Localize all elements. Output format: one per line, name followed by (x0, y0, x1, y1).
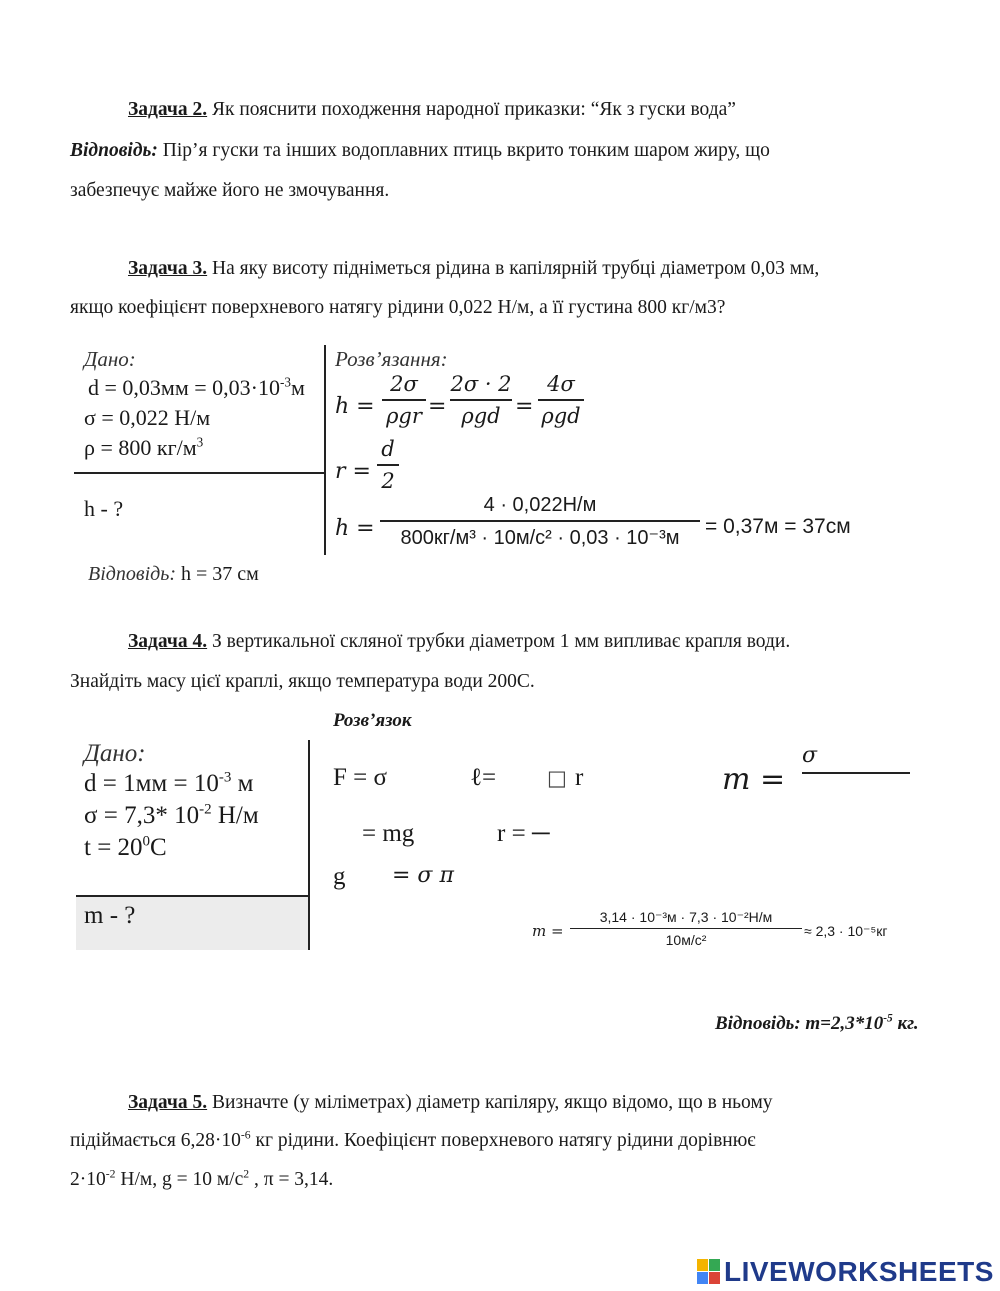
task3-f1-h: h = (335, 394, 375, 419)
task3-vertical-divider (324, 345, 326, 555)
task3-f3-h: h = (335, 516, 375, 541)
task5-question-line1: Задача 5. Визначте (у міліметрах) діаметр капіляру, якщо відомо, що в ньому (128, 1092, 773, 1113)
task2-answer-label: Відповідь: (70, 140, 158, 161)
task5-label: Задача 5. (128, 1092, 208, 1113)
task5-question-line2: підіймається $6,28\cdot 10^{-6}$ кг рідини. Коефіцієнт поверхневого натягу рідини дорівнює (70, 1128, 756, 1151)
task4-given-sigma: σ = 7,3* $10^{-2}$ Н/м (84, 801, 259, 829)
task4-answer: Відповідь: $m=2,3*10^{-5}$ кг. (715, 1012, 919, 1034)
task3-f2-frac: d 2 (377, 437, 399, 493)
task3-given-label: Дано: (84, 347, 136, 371)
task3-answer: Відповідь: h = 37 см (88, 563, 259, 585)
liveworksheets-logo-icon (697, 1259, 721, 1285)
task2-question: Задача 2. Як пояснити походження народної приказки: “Як з гуски вода” (128, 99, 736, 120)
task3-f1-eq1: = (428, 394, 447, 419)
task3-given-rho: ρ = 800 $кг/м^3$ (84, 434, 204, 460)
task4-label: Задача 4. (128, 631, 208, 652)
task3-question-line2: якщо коефіцієнт поверхневого натягу рідини 0,022 Н/м, а її густина 800 кг/м3? (70, 297, 726, 318)
task3-f1-frac1: 2σ ρgr (382, 372, 426, 428)
task3-f1-frac3: 4σ ρgd (538, 372, 584, 428)
task3-question-line1: Задача 3. На яку висоту підніметься рідина в капілярній трубці діаметром 0,03 мм, (128, 258, 820, 279)
task4-s-l: ℓ= (470, 764, 497, 791)
task4-calc-result: ≈ 2,3 · 10⁻⁵кг (804, 923, 888, 939)
task4-calc-frac: 3,14 · 10⁻³м · 7,3 · 10⁻²Н/м 10м/с² (570, 908, 802, 949)
task4-m-fraction-bar (802, 772, 910, 774)
task4-given-t: $t = 20^0С$ (84, 833, 167, 861)
task4-calc-m: m = (532, 922, 564, 940)
liveworksheets-logo-text: LIVEWORKSHEETS (724, 1256, 994, 1287)
task4-question-line1: Задача 4. З вертикальної скляної трубки діаметром 1 мм випливає крапля води. (128, 631, 791, 652)
task3-f1-frac2: 2σ · 2 ρgd (450, 372, 512, 428)
task4-solution-label: Розв’язок (333, 710, 412, 731)
task4-given-label: Дано: (84, 740, 146, 767)
task3-f1-eq2: = (515, 394, 534, 419)
task2-answer-line1: Відповідь: Пір’я гуски та інших водоплавних птиць вкрито тонким шаром жиру, що (70, 140, 770, 161)
task3-find: h - ? (84, 496, 124, 521)
task4-vertical-divider (308, 740, 310, 950)
task4-s-mg: = mg (362, 820, 415, 847)
task2-label: Задача 2. (128, 99, 208, 120)
liveworksheets-logo (697, 1257, 994, 1287)
task5-question-line3: $2\cdot 10^{-2}$ Н/м, g = 10 $м/с^2$ , π = 3,14. (70, 1167, 334, 1190)
task4-m-formula: m = (722, 762, 786, 797)
task4-s-F: F = σ (333, 764, 387, 791)
task4-placeholder-box: □ (547, 766, 567, 790)
task3-given-divider (74, 472, 326, 474)
task3-given-sigma: σ = 0,022 Н/м (84, 405, 211, 430)
task3-label: Задача 3. (128, 258, 208, 279)
task3-f3-frac: 4 · 0,022Н/м 800кг/м³ · 10м/с² · 0,03 · 10⁻³м (380, 494, 700, 550)
task4-question-line2: Знайдіть масу цієї краплі, якщо температура води 200С. (70, 671, 535, 692)
task3-solution-label: Розв’язання: (335, 347, 448, 371)
task4-s-g: g (333, 863, 346, 890)
task4-s-r2: r = ─ (497, 820, 550, 847)
task4-s-r: r (575, 764, 584, 791)
task3-given-d: $d = 0,03мм = 0,03\cdot 10^{-3}м$ (88, 374, 305, 400)
task3-f2-r: r = (335, 459, 371, 484)
task4-m-sigma: σ (802, 743, 818, 768)
task3-f3-result: = 0,37м = 37см (705, 515, 851, 538)
task2-answer-line2: забезпечує майже його не змочування. (70, 180, 390, 201)
task4-given-divider (76, 895, 309, 897)
task4-find: m - ? (84, 902, 136, 929)
task4-given-d: $d = 1мм = 10^{-3}$ м (84, 769, 254, 797)
task4-s-sigpi: = σ π (392, 863, 454, 888)
